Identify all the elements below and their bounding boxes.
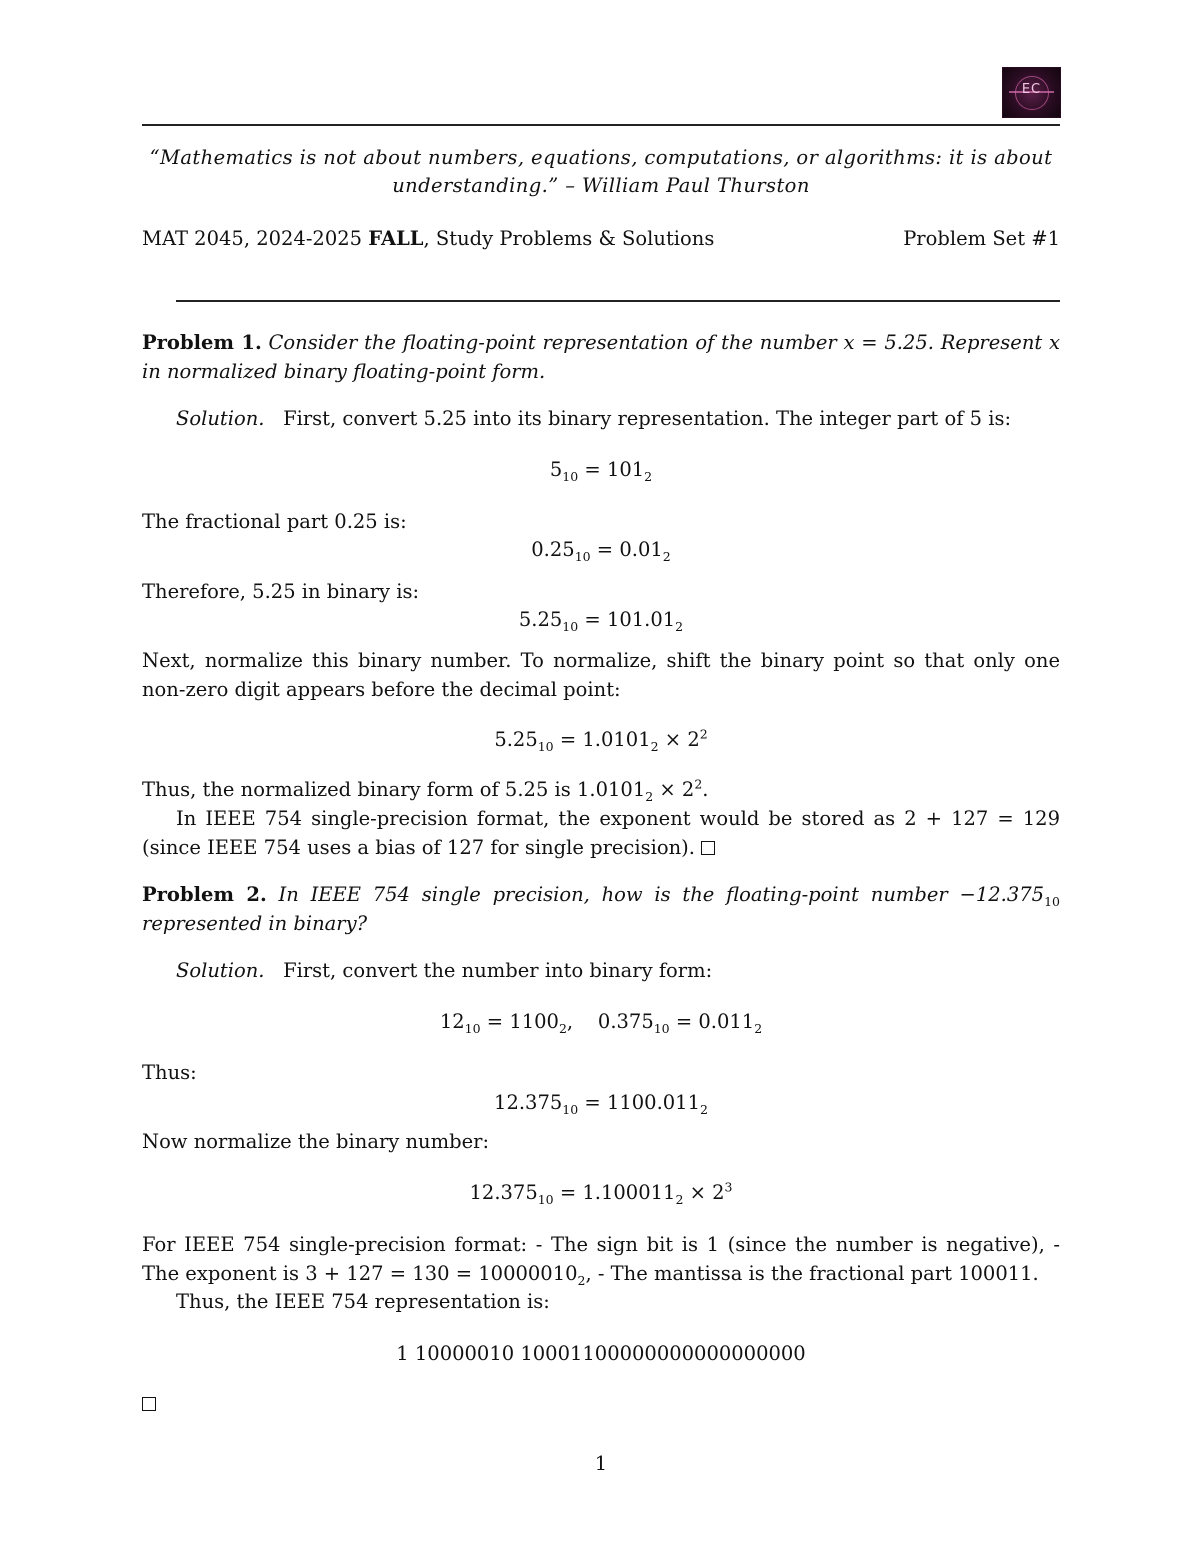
ieee-bit-string: 1 10000010 10001100000000000000000 [396, 1342, 806, 1365]
document-page [142, 0, 1060, 1553]
equation-525-binary: $5.25_{10} = 101.01_2$ [518, 608, 684, 634]
ieee-exponent-text: In IEEE 754 single-precision format, the exponent would be stored as 2 + 127 = 129 (since IEEE 754 uses a bias of 127 for single precision). [142, 807, 1060, 859]
problem-1-statement [142, 329, 1060, 386]
solution-intro-text: First, convert 5.25 into its binary representation. The integer part of 5 is: [283, 407, 1012, 430]
course-line [142, 225, 1060, 253]
solution-label: Solution. [176, 959, 265, 982]
problem-set-label: Problem Set #1 [903, 227, 1060, 250]
problem-2-solution-intro: Solution. First, convert the number into binary form: [176, 959, 713, 982]
problem-2-statement: Problem 2. In IEEE 754 single precision, how is the floating-point number $-12.375_{10}$ represented in binary? [142, 883, 1060, 935]
problem-2-label: Problem 2. [142, 883, 267, 906]
section-rule [176, 300, 1060, 302]
equation-025-binary: $0.25_{10} = 0.01_2$ [531, 538, 671, 564]
problem-1-text: Consider the floating-point representation of the number x = 5.25. Represent x in normalized binary floating-point form. [142, 331, 1060, 383]
equation-12375-binary: $12.375_{10} = 1100.011_2$ [494, 1091, 708, 1117]
normalized-form-text: Thus, the normalized binary form of 5.25 is $1.0101_2 \times 2^2$. [142, 776, 709, 804]
equation-5-binary: $5_{10} = 101_2$ [549, 458, 653, 484]
logo-text: EC [1021, 82, 1042, 97]
institution-logo [1002, 67, 1061, 118]
thus-label: Thus: [142, 1061, 197, 1084]
ieee-representation-text: Thus, the IEEE 754 representation is: [176, 1290, 550, 1313]
course-title-part2: , Study Problems & Solutions [423, 227, 715, 250]
therefore-text: Therefore, 5.25 in binary is: [142, 580, 420, 603]
header-rule [142, 124, 1060, 126]
qed-box [142, 1397, 156, 1411]
solution-label: Solution. [176, 407, 265, 430]
equation-12375-normalized: $12.375_{10} = 1.100011_2 \times 2^3$ [469, 1179, 733, 1207]
normalize-text: Next, normalize this binary number. To normalize, shift the binary point so that only one non-zero digit appears before the decimal point: [142, 649, 1060, 701]
problem-1-label: Problem 1. [142, 331, 262, 354]
course-title-part1: MAT 2045, 2024-2025 [142, 227, 369, 250]
normalize-binary-text: Now normalize the binary number: [142, 1130, 490, 1153]
epigraph-quote: “Mathematics is not about numbers, equations, computations, or algorithms: it is about understanding.” – William Paul Thurston [149, 146, 1053, 197]
page-number: 1 [594, 1452, 608, 1475]
qed-box [701, 841, 715, 855]
problem-1-solution-intro [142, 405, 1060, 434]
fractional-part-text: The fractional part 0.25 is: [142, 510, 407, 533]
ieee-format-text: For IEEE 754 single-precision format: - The sign bit is 1 (since the number is negative), - The exponent is $3 + 127 = 130 = 10000010_2$, - The mantissa is the fractional part 100011. [142, 1233, 1060, 1288]
equation-normalized: $5.25_{10} = 1.0101_2 \times 2^2$ [494, 726, 708, 754]
equation-12-and-0375: $12_{10} = 1100_2$, $0.375_{10} = 0.011_2$ [439, 1010, 763, 1036]
course-title-term: FALL [368, 227, 424, 250]
qed-line [142, 1390, 1060, 1419]
